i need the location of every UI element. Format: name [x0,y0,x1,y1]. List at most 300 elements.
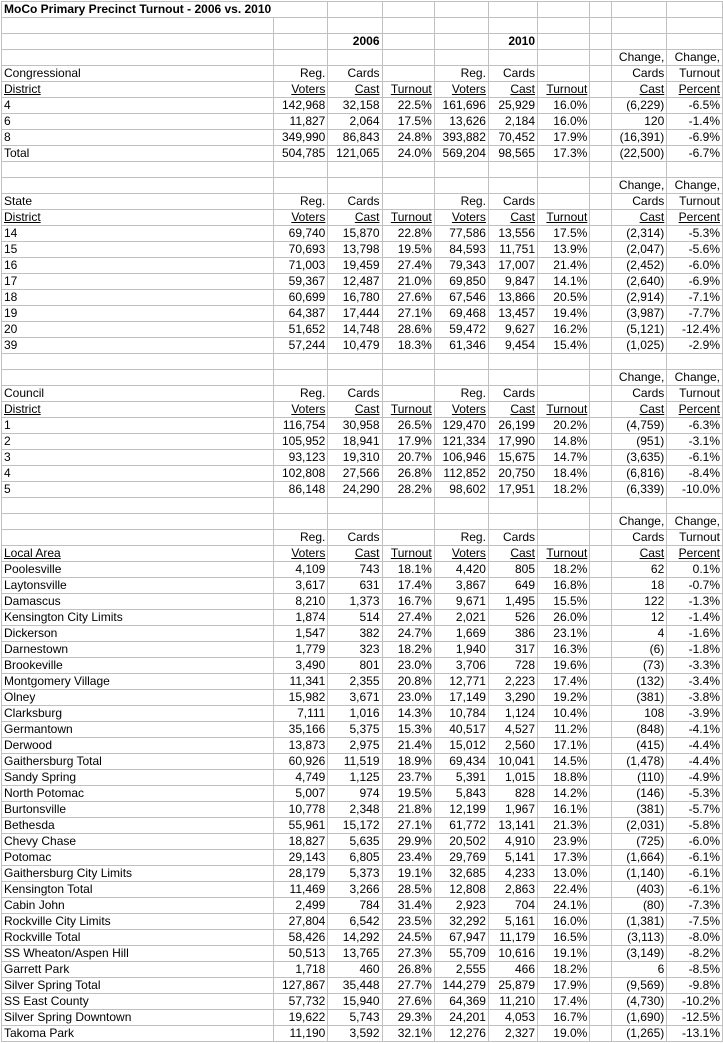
data-cell[interactable]: 13,556 [488,226,537,242]
data-cell[interactable]: -7.5% [667,914,723,930]
cell[interactable] [2,354,274,370]
cell[interactable] [590,258,611,274]
data-cell[interactable]: -7.7% [667,306,723,322]
data-cell[interactable]: -3.9% [667,706,723,722]
data-cell[interactable]: 144,279 [434,978,488,994]
header-change-cards[interactable]: Cards [611,194,667,210]
row-label[interactable]: Clarksburg [2,706,274,722]
cell[interactable] [328,50,382,66]
data-cell[interactable]: 19.5% [382,786,434,802]
data-cell[interactable]: 19.0% [538,1026,590,1042]
data-cell[interactable]: -1.4% [667,610,723,626]
cell[interactable] [590,66,611,82]
header-change-percent[interactable]: Percent [667,210,723,226]
data-cell[interactable]: 24,290 [328,482,382,498]
data-cell[interactable]: 27.1% [382,818,434,834]
data-cell[interactable]: 15,675 [488,450,537,466]
data-cell[interactable]: 1,373 [328,594,382,610]
year-2010-heading[interactable]: 2010 [488,34,537,50]
row-label[interactable]: Cabin John [2,898,274,914]
data-cell[interactable]: 17.5% [538,226,590,242]
cell[interactable] [538,354,590,370]
data-cell[interactable]: (6,339) [611,482,667,498]
data-cell[interactable]: 15,012 [434,738,488,754]
data-cell[interactable]: 21.0% [382,274,434,290]
cell[interactable] [538,18,590,34]
row-label[interactable]: Montgomery Village [2,674,274,690]
data-cell[interactable]: (110) [611,770,667,786]
cell[interactable] [274,498,328,514]
cell[interactable] [590,754,611,770]
data-cell[interactable]: (2,452) [611,258,667,274]
cell[interactable] [590,930,611,946]
cell[interactable] [274,50,328,66]
cell[interactable] [590,962,611,978]
cell[interactable] [274,2,328,18]
data-cell[interactable]: 31.4% [382,898,434,914]
cell[interactable] [488,514,537,530]
row-label[interactable]: 5 [2,482,274,498]
header-change[interactable]: Change, [667,370,723,386]
data-cell[interactable]: 3,592 [328,1026,382,1042]
data-cell[interactable]: 142,968 [274,98,328,114]
cell[interactable] [590,226,611,242]
data-cell[interactable]: -6.1% [667,850,723,866]
data-cell[interactable]: (146) [611,786,667,802]
header-reg[interactable]: Reg. [274,66,328,82]
header-reg[interactable]: Reg. [274,530,328,546]
cell[interactable] [434,178,488,194]
header-cards[interactable]: Cards [328,66,382,82]
cell[interactable] [488,178,537,194]
data-cell[interactable]: (3,635) [611,450,667,466]
data-cell[interactable]: 12,276 [434,1026,488,1042]
data-cell[interactable]: 349,990 [274,130,328,146]
cell[interactable] [667,354,723,370]
section-label[interactable]: Congressional [2,66,274,82]
data-cell[interactable]: 161,696 [434,98,488,114]
data-cell[interactable]: 5,391 [434,770,488,786]
data-cell[interactable]: 13,765 [328,946,382,962]
header-voters[interactable]: Voters [434,546,488,562]
data-cell[interactable]: 35,448 [328,978,382,994]
data-cell[interactable]: 5,007 [274,786,328,802]
data-cell[interactable]: 19,310 [328,450,382,466]
data-cell[interactable]: (1,690) [611,1010,667,1026]
data-cell[interactable]: 26.0% [538,610,590,626]
row-label[interactable]: SS East County [2,994,274,1010]
cell[interactable] [667,498,723,514]
data-cell[interactable]: -8.4% [667,466,723,482]
cell[interactable] [590,722,611,738]
cell[interactable] [590,386,611,402]
data-cell[interactable]: 28.5% [382,882,434,898]
cell[interactable] [590,514,611,530]
data-cell[interactable]: 504,785 [274,146,328,162]
data-cell[interactable]: 18.2% [538,562,590,578]
data-cell[interactable]: 27.6% [382,290,434,306]
data-cell[interactable]: -3.1% [667,434,723,450]
cell[interactable] [2,178,274,194]
data-cell[interactable]: 28.2% [382,482,434,498]
header-change[interactable]: Change, [611,178,667,194]
data-cell[interactable]: -3.8% [667,690,723,706]
data-cell[interactable]: (4,730) [611,994,667,1010]
cell[interactable] [590,162,611,178]
row-label[interactable]: Derwood [2,738,274,754]
data-cell[interactable]: 17.5% [382,114,434,130]
data-cell[interactable]: 16.0% [538,114,590,130]
data-cell[interactable]: 13,457 [488,306,537,322]
data-cell[interactable]: 17.4% [382,578,434,594]
data-cell[interactable]: 60,699 [274,290,328,306]
data-cell[interactable]: 69,434 [434,754,488,770]
row-label[interactable]: Olney [2,690,274,706]
data-cell[interactable]: (3,987) [611,306,667,322]
cell[interactable] [590,786,611,802]
data-cell[interactable]: 11,210 [488,994,537,1010]
data-cell[interactable]: 2,223 [488,674,537,690]
data-cell[interactable]: 24.8% [382,130,434,146]
data-cell[interactable]: 18.3% [382,338,434,354]
header-reg[interactable]: Reg. [434,66,488,82]
data-cell[interactable]: (848) [611,722,667,738]
data-cell[interactable]: 13,866 [488,290,537,306]
header-turnout[interactable]: Turnout [382,82,434,98]
row-label[interactable]: Rockville City Limits [2,914,274,930]
data-cell[interactable]: 1,669 [434,626,488,642]
data-cell[interactable]: 17,149 [434,690,488,706]
data-cell[interactable]: 21.4% [538,258,590,274]
cell[interactable] [590,738,611,754]
data-cell[interactable]: 4 [611,626,667,642]
header-change-cast[interactable]: Cast [611,546,667,562]
data-cell[interactable]: 16.0% [538,914,590,930]
header-voters[interactable]: Voters [434,82,488,98]
header-turnout[interactable]: Turnout [382,402,434,418]
row-label[interactable]: Poolesville [2,562,274,578]
data-cell[interactable]: 77,586 [434,226,488,242]
data-cell[interactable]: 27.3% [382,946,434,962]
cell[interactable] [590,210,611,226]
data-cell[interactable]: 70,693 [274,242,328,258]
data-cell[interactable]: 12,487 [328,274,382,290]
section-label-underlined[interactable]: District [2,402,274,418]
row-label[interactable]: Sandy Spring [2,770,274,786]
cell[interactable] [590,626,611,642]
cell[interactable] [382,34,434,50]
cell[interactable] [590,978,611,994]
data-cell[interactable]: -12.5% [667,1010,723,1026]
data-cell[interactable]: 28.6% [382,322,434,338]
cell[interactable] [488,354,537,370]
cell[interactable] [667,18,723,34]
cell[interactable] [590,946,611,962]
cell[interactable] [274,178,328,194]
data-cell[interactable]: 19.5% [382,242,434,258]
data-cell[interactable]: 5,141 [488,850,537,866]
cell[interactable] [538,2,590,18]
data-cell[interactable]: -3.4% [667,674,723,690]
data-cell[interactable]: -5.8% [667,818,723,834]
header-cards[interactable]: Cards [488,530,537,546]
header-cast[interactable]: Cast [488,210,537,226]
data-cell[interactable]: 382 [328,626,382,642]
cell[interactable] [274,514,328,530]
data-cell[interactable]: 105,952 [274,434,328,450]
data-cell[interactable]: 11,519 [328,754,382,770]
cell[interactable] [538,514,590,530]
header-cast[interactable]: Cast [328,210,382,226]
data-cell[interactable]: 67,546 [434,290,488,306]
cell[interactable] [434,162,488,178]
data-cell[interactable]: 25,879 [488,978,537,994]
data-cell[interactable]: 16.0% [538,98,590,114]
data-cell[interactable]: 10,778 [274,802,328,818]
data-cell[interactable]: 69,468 [434,306,488,322]
data-cell[interactable]: 121,334 [434,434,488,450]
data-cell[interactable]: 1,124 [488,706,537,722]
cell[interactable] [590,770,611,786]
header-voters[interactable]: Voters [274,82,328,98]
cell[interactable] [382,50,434,66]
data-cell[interactable]: -6.5% [667,98,723,114]
cell[interactable] [382,354,434,370]
data-cell[interactable]: 5,373 [328,866,382,882]
cell[interactable] [538,530,590,546]
data-cell[interactable]: 4,527 [488,722,537,738]
data-cell[interactable]: 9,847 [488,274,537,290]
cell[interactable] [611,34,667,50]
data-cell[interactable]: 2,499 [274,898,328,914]
cell[interactable] [590,658,611,674]
cell[interactable] [488,498,537,514]
cell[interactable] [382,66,434,82]
data-cell[interactable]: 15,982 [274,690,328,706]
data-cell[interactable]: 14.3% [382,706,434,722]
data-cell[interactable]: (1,478) [611,754,667,770]
data-cell[interactable]: 11,190 [274,1026,328,1042]
data-cell[interactable]: 1,718 [274,962,328,978]
cell[interactable] [590,578,611,594]
header-change-turnout[interactable]: Turnout [667,66,723,82]
data-cell[interactable]: 62 [611,562,667,578]
header-change-percent[interactable]: Percent [667,82,723,98]
data-cell[interactable]: 4,233 [488,866,537,882]
data-cell[interactable]: (22,500) [611,146,667,162]
cell[interactable] [590,834,611,850]
header-voters[interactable]: Voters [434,402,488,418]
data-cell[interactable]: -6.7% [667,146,723,162]
data-cell[interactable]: 317 [488,642,537,658]
data-cell[interactable]: 11,341 [274,674,328,690]
data-cell[interactable]: (381) [611,690,667,706]
data-cell[interactable]: 27.4% [382,258,434,274]
data-cell[interactable]: 24.7% [382,626,434,642]
data-cell[interactable]: 4,749 [274,770,328,786]
data-cell[interactable]: 569,204 [434,146,488,162]
data-cell[interactable]: 129,470 [434,418,488,434]
data-cell[interactable]: 15,172 [328,818,382,834]
data-cell[interactable]: 743 [328,562,382,578]
section-label-underlined[interactable]: Local Area [2,546,274,562]
row-label[interactable]: Takoma Park [2,1026,274,1042]
data-cell[interactable]: 22.4% [538,882,590,898]
data-cell[interactable]: 323 [328,642,382,658]
data-cell[interactable]: 9,627 [488,322,537,338]
data-cell[interactable]: (1,381) [611,914,667,930]
data-cell[interactable]: 11.2% [538,722,590,738]
data-cell[interactable]: 35,166 [274,722,328,738]
data-cell[interactable]: -6.9% [667,274,723,290]
data-cell[interactable]: 631 [328,578,382,594]
cell[interactable] [590,322,611,338]
data-cell[interactable]: 23.0% [382,690,434,706]
data-cell[interactable]: (9,569) [611,978,667,994]
data-cell[interactable]: 7,111 [274,706,328,722]
data-cell[interactable]: 3,490 [274,658,328,674]
cell[interactable] [590,402,611,418]
cell[interactable] [434,354,488,370]
data-cell[interactable]: 1,779 [274,642,328,658]
header-change-percent[interactable]: Percent [667,402,723,418]
data-cell[interactable]: 704 [488,898,537,914]
data-cell[interactable]: 26.8% [382,466,434,482]
section-label[interactable]: State [2,194,274,210]
row-label[interactable]: Total [2,146,274,162]
row-label[interactable]: SS Wheaton/Aspen Hill [2,946,274,962]
data-cell[interactable]: 386 [488,626,537,642]
section-label[interactable] [2,530,274,546]
row-label[interactable]: Silver Spring Downtown [2,1010,274,1026]
data-cell[interactable]: 18.9% [382,754,434,770]
data-cell[interactable]: 17.3% [538,850,590,866]
data-cell[interactable]: 4,910 [488,834,537,850]
cell[interactable] [590,450,611,466]
header-cast[interactable]: Cast [328,82,382,98]
header-voters[interactable]: Voters [274,402,328,418]
data-cell[interactable]: -7.1% [667,290,723,306]
cell[interactable] [538,498,590,514]
data-cell[interactable]: 19,459 [328,258,382,274]
header-reg[interactable]: Reg. [434,386,488,402]
data-cell[interactable]: 16.5% [538,930,590,946]
cell[interactable] [590,482,611,498]
cell[interactable] [382,498,434,514]
cell[interactable] [328,354,382,370]
cell[interactable] [611,18,667,34]
data-cell[interactable]: -12.4% [667,322,723,338]
cell[interactable] [434,498,488,514]
data-cell[interactable]: 10,479 [328,338,382,354]
data-cell[interactable]: 3,290 [488,690,537,706]
cell[interactable] [328,178,382,194]
data-cell[interactable]: 67,947 [434,930,488,946]
cell[interactable] [2,162,274,178]
row-label[interactable]: Gaithersburg Total [2,754,274,770]
header-cast[interactable]: Cast [328,402,382,418]
data-cell[interactable]: 23.0% [382,658,434,674]
data-cell[interactable]: 12,199 [434,802,488,818]
data-cell[interactable]: (1,025) [611,338,667,354]
row-label[interactable]: 3 [2,450,274,466]
header-change-turnout[interactable]: Turnout [667,194,723,210]
header-change[interactable]: Change, [611,370,667,386]
cell[interactable] [611,354,667,370]
data-cell[interactable]: -1.6% [667,626,723,642]
data-cell[interactable]: 84,593 [434,242,488,258]
data-cell[interactable]: 55,961 [274,818,328,834]
data-cell[interactable]: 58,426 [274,930,328,946]
data-cell[interactable]: 22.5% [382,98,434,114]
data-cell[interactable]: 20,750 [488,466,537,482]
header-voters[interactable]: Voters [434,210,488,226]
data-cell[interactable]: (415) [611,738,667,754]
cell[interactable] [538,34,590,50]
data-cell[interactable]: 14,748 [328,322,382,338]
cell[interactable] [590,146,611,162]
cell[interactable] [382,370,434,386]
cell[interactable] [590,418,611,434]
data-cell[interactable]: 17.9% [538,978,590,994]
header-change-turnout[interactable]: Turnout [667,530,723,546]
data-cell[interactable]: 11,179 [488,930,537,946]
cell[interactable] [274,18,328,34]
header-change-cast[interactable]: Cast [611,210,667,226]
cell[interactable] [2,498,274,514]
data-cell[interactable]: 127,867 [274,978,328,994]
data-cell[interactable]: 120 [611,114,667,130]
data-cell[interactable]: 3,617 [274,578,328,594]
row-label[interactable]: Kensington City Limits [2,610,274,626]
data-cell[interactable]: 19.1% [382,866,434,882]
data-cell[interactable]: 2,327 [488,1026,537,1042]
data-cell[interactable]: 106,946 [434,450,488,466]
data-cell[interactable]: -6.1% [667,450,723,466]
data-cell[interactable]: 27.6% [382,994,434,1010]
data-cell[interactable]: (6,229) [611,98,667,114]
data-cell[interactable]: 108 [611,706,667,722]
cell[interactable] [590,882,611,898]
cell[interactable] [488,162,537,178]
data-cell[interactable]: 22.8% [382,226,434,242]
data-cell[interactable]: 17,444 [328,306,382,322]
data-cell[interactable]: -6.0% [667,258,723,274]
data-cell[interactable]: 19,622 [274,1010,328,1026]
cell[interactable] [590,594,611,610]
data-cell[interactable]: 2,355 [328,674,382,690]
data-cell[interactable]: 728 [488,658,537,674]
data-cell[interactable]: 649 [488,578,537,594]
row-label[interactable]: 19 [2,306,274,322]
cell[interactable] [382,514,434,530]
header-cast[interactable]: Cast [488,402,537,418]
data-cell[interactable]: 112,852 [434,466,488,482]
data-cell[interactable]: 23.9% [538,834,590,850]
data-cell[interactable]: 19.4% [538,306,590,322]
data-cell[interactable]: 59,367 [274,274,328,290]
data-cell[interactable]: 18,941 [328,434,382,450]
data-cell[interactable]: 15.4% [538,338,590,354]
data-cell[interactable]: 3,671 [328,690,382,706]
data-cell[interactable]: 9,454 [488,338,537,354]
data-cell[interactable]: (2,047) [611,242,667,258]
data-cell[interactable]: -7.3% [667,898,723,914]
data-cell[interactable]: 14.8% [538,434,590,450]
data-cell[interactable]: 18.1% [382,562,434,578]
data-cell[interactable]: 10,041 [488,754,537,770]
cell[interactable] [590,898,611,914]
